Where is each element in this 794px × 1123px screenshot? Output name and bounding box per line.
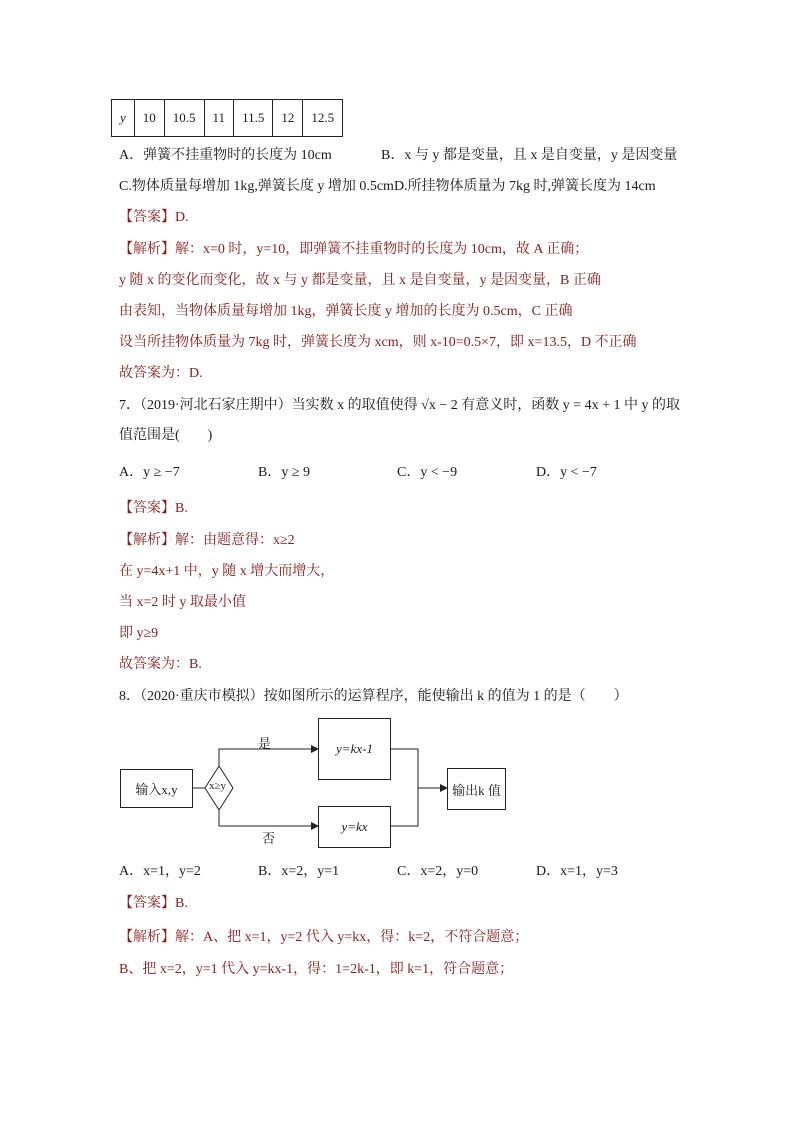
q8-stem: 8．（2020·重庆市模拟）按如图所示的运算程序，能使输出 k 的值为 1 的是（ ） xyxy=(119,689,628,704)
flow-bottom-box: y=kx xyxy=(318,806,391,848)
flow-output-box: 输出k 值 xyxy=(447,768,506,810)
q8-analysis-line: 【解析】解：A、把 x=1，y=2 代入 y=kx，得：k=2，不符合题意； xyxy=(119,930,529,945)
flow-yes-label: 是 xyxy=(258,736,272,751)
q7-analysis-line: 【解析】解：由题意得：x≥2 xyxy=(119,533,295,548)
q7-option-a: A．y ≥ −7 xyxy=(119,465,180,480)
q8-option-a: A．x=1，y=2 xyxy=(119,864,201,879)
table-cell: 10 xyxy=(134,100,164,137)
q6-analysis-line: 设当所挂物体质量为 7kg 时，弹簧长度为 xcm，则 x-10=0.5×7，即 x=13.5，D 不正确 xyxy=(119,335,637,350)
q7-analysis-line: 即 y≥9 xyxy=(119,626,159,641)
q7-answer: 【答案】B. xyxy=(119,501,188,516)
table-cell: 12 xyxy=(273,100,303,137)
flow-top-box: y=kx-1 xyxy=(318,718,391,780)
flow-input-box: 输入x,y xyxy=(120,769,193,808)
q8-option-c: C．x=2，y=0 xyxy=(397,864,479,879)
q7-analysis-line: 故答案为：B. xyxy=(119,657,202,672)
flow-no-label: 否 xyxy=(262,831,276,846)
q6-analysis-line: y 随 x 的变化而变化，故 x 与 y 都是变量，且 x 是自变量，y 是因变量，B 正确 xyxy=(119,273,601,288)
q7-stem: 7．（2019·河北石家庄期中）当实数 x 的取值使得 √x − 2 有意义时，函数 y = 4x + 1 中 y 的取 xyxy=(119,398,681,413)
q6-option-cd: C.物体质量每增加 1kg,弹簧长度 y 增加 0.5cmD.所挂物体质量为 7kg 时,弹簧长度为 14cm xyxy=(119,179,656,194)
table-cell: y xyxy=(112,100,135,137)
q6-option-b: B．x 与 y 都是变量，且 x 是自变量，y 是因变量 xyxy=(381,148,678,163)
table-cell: 11 xyxy=(204,100,234,137)
table-cell: 10.5 xyxy=(164,100,204,137)
q6-analysis-line: 故答案为：D. xyxy=(119,366,203,381)
q7-option-c: C．y < −9 xyxy=(397,465,458,480)
q7-stem-cont: 值范围是( ) xyxy=(119,428,213,443)
flow-condition-label: x≥y xyxy=(209,780,227,792)
q8-option-d: D．x=1，y=3 xyxy=(536,864,618,879)
q7-analysis-line: 在 y=4x+1 中，y 随 x 增大而增大， xyxy=(119,564,335,579)
q7-analysis-line: 当 x=2 时 y 取最小值 xyxy=(119,595,246,610)
q6-option-a: A．弹簧不挂重物时的长度为 10cm xyxy=(119,148,332,163)
table-cell: 11.5 xyxy=(234,100,273,137)
q6-analysis-line: 由表知，当物体质量每增加 1kg，弹簧长度 y 增加的长度为 0.5cm，C 正确 xyxy=(119,304,573,319)
q7-option-d: D．y < −7 xyxy=(536,465,597,480)
q8-option-b: B．x=2，y=1 xyxy=(258,864,340,879)
q8-analysis-line: B、把 x=2，y=1 代入 y=kx-1，得：1=2k-1，即 k=1，符合题意； xyxy=(119,962,514,977)
q7-option-b: B．y ≥ 9 xyxy=(258,465,311,480)
table-cell: 12.5 xyxy=(303,100,343,137)
q6-analysis-line: 【解析】解：x=0 时，y=10，即弹簧不挂重物时的长度为 10cm，故 A 正确； xyxy=(119,242,589,257)
q6-answer: 【答案】D. xyxy=(119,210,189,225)
q8-answer: 【答案】B. xyxy=(119,896,188,911)
